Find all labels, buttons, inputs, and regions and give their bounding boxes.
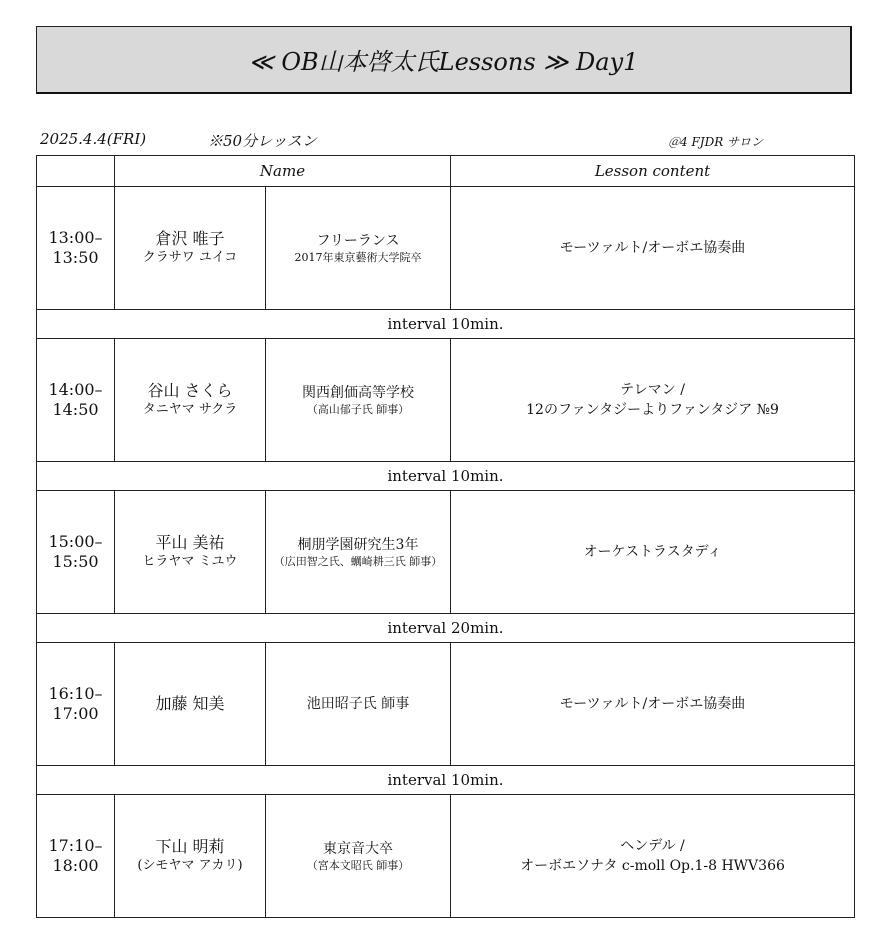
time-column-header <box>37 156 115 187</box>
interval-label: interval 20min. <box>37 614 855 643</box>
student-cell <box>115 491 266 614</box>
interval-row <box>37 462 855 491</box>
content-column-header: Lesson content <box>451 156 855 187</box>
interval-row <box>37 614 855 643</box>
student-name: 谷山 さくら <box>147 381 233 400</box>
student-affiliation-detail: （高山郁子氏 師事） <box>306 402 410 416</box>
lesson-time: 14:00– 14:50 <box>37 339 115 462</box>
affiliation-cell <box>266 643 451 766</box>
student-cell <box>115 795 266 918</box>
interval-label: interval 10min. <box>37 462 855 491</box>
lesson-row <box>37 643 855 766</box>
student-name: 平山 美祐 <box>155 533 225 552</box>
interval-row <box>37 310 855 339</box>
student-affiliation: フリーランス <box>316 232 400 249</box>
student-name: 下山 明莉 <box>155 837 225 856</box>
lesson-content-cell <box>451 491 855 614</box>
student-affiliation-detail: （宮本文昭氏 師事） <box>306 858 410 872</box>
lesson-schedule-table <box>36 155 855 918</box>
lesson-content: モーツァルト/オーボエ協奏曲 <box>559 240 746 256</box>
affiliation-cell <box>266 187 451 310</box>
student-name: 加藤 知美 <box>155 694 225 713</box>
lesson-content: テレマン / <box>620 382 685 398</box>
interval-label: interval 10min. <box>37 766 855 795</box>
lesson-row <box>37 795 855 918</box>
lesson-content-cell <box>451 339 855 462</box>
lesson-time: 13:00– 13:50 <box>37 187 115 310</box>
lesson-content: ヘンデル / <box>620 838 685 854</box>
lesson-content-cell <box>451 795 855 918</box>
student-kana: ヒラヤマ ミユウ <box>142 554 238 569</box>
lesson-row <box>37 187 855 310</box>
lesson-time: 16:10– 17:00 <box>37 643 115 766</box>
student-kana: タニヤマ サクラ <box>142 402 238 417</box>
student-kana: (シモヤマ アカリ) <box>137 858 243 873</box>
lesson-content: モーツァルト/オーボエ協奏曲 <box>559 696 746 712</box>
student-affiliation: 東京音大卒 <box>323 840 393 857</box>
lesson-content-detail: 12のファンタジーよりファンタジア №9 <box>526 402 779 418</box>
student-affiliation-detail: 2017年東京藝術大学院卒 <box>294 250 422 264</box>
lesson-row <box>37 339 855 462</box>
lesson-row <box>37 491 855 614</box>
lesson-venue: ＠4 FJDR サロン <box>668 135 764 149</box>
lesson-duration-note: ※50分レッスン <box>208 132 317 150</box>
table-header-row <box>37 156 855 187</box>
student-cell <box>115 187 266 310</box>
affiliation-cell <box>266 795 451 918</box>
interval-label: interval 10min. <box>37 310 855 339</box>
student-kana: クラサワ ユイコ <box>142 250 238 265</box>
student-affiliation: 関西創価高等学校 <box>302 384 414 401</box>
interval-row <box>37 766 855 795</box>
student-name: 倉沢 唯子 <box>155 229 225 248</box>
student-cell <box>115 339 266 462</box>
lesson-content-cell <box>451 187 855 310</box>
lesson-content-detail: オーボエソナタ c-moll Op.1-8 HWV366 <box>520 858 785 874</box>
lesson-time: 15:00– 15:50 <box>37 491 115 614</box>
lesson-content-cell <box>451 643 855 766</box>
lesson-content: オーケストラスタディ <box>583 544 722 560</box>
affiliation-cell <box>266 339 451 462</box>
page-title: ≪ OB山本啓太氏Lessons ≫ Day1 <box>36 26 852 94</box>
lesson-date: 2025.4.4(FRI) <box>40 130 147 148</box>
name-column-header: Name <box>115 156 451 187</box>
student-affiliation: 池田昭子氏 師事 <box>306 696 410 712</box>
affiliation-cell <box>266 491 451 614</box>
lesson-time: 17:10– 18:00 <box>37 795 115 918</box>
student-cell <box>115 643 266 766</box>
student-affiliation-detail: （広田智之氏、蠣崎耕三氏 師事） <box>273 554 443 568</box>
student-affiliation: 桐朋学園研究生3年 <box>297 536 419 553</box>
